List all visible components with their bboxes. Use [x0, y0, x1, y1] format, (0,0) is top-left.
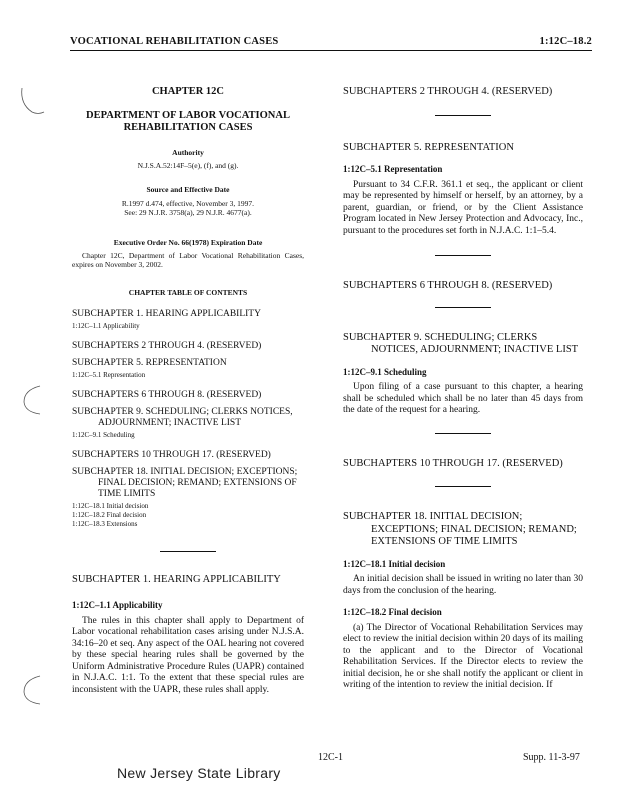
section-divider	[435, 307, 491, 308]
page-number: 12C-1	[318, 752, 343, 763]
toc-subchapter: SUBCHAPTERS 10 THROUGH 17. (RESERVED)	[72, 449, 271, 460]
punch-hole-mark	[18, 382, 48, 418]
section-divider	[435, 433, 491, 434]
source-label: Source and Effective Date	[146, 185, 230, 194]
subchapter-heading: SUBCHAPTERS 10 THROUGH 17. (RESERVED)	[343, 457, 563, 469]
header-title: VOCATIONAL REHABILITATION CASES	[70, 36, 279, 47]
exec-order-label: Executive Order No. 66(1978) Expiration Date	[113, 237, 263, 247]
running-header	[70, 36, 592, 51]
header-section-number: 1:12C–18.2	[539, 36, 592, 47]
toc-section: 1:12C–1.1 Applicability	[72, 321, 140, 330]
toc-section: 1:12C–5.1 Representation	[72, 370, 146, 379]
subchapter-heading: SUBCHAPTERS 2 THROUGH 4. (RESERVED)	[343, 86, 553, 97]
section-heading: 1:12C–5.1 Representation	[343, 164, 443, 174]
subchapter-heading: SUBCHAPTER 1. HEARING APPLICABILITY	[72, 573, 281, 585]
section-body: (a) The Director of Vocational Rehabilitation Services may elect to review the initial decision within 20 days of its mailing to the applicant and to the Director of Vocational Rehabilitation Services. If the Director elects to review the initial decision, he or she shall notify the applicant or client in writing of the intention to review the initial decision. If	[343, 622, 583, 690]
section-body: Upon filing of a case pursuant to this chapter, a hearing shall be scheduled which shall be no later than 45 days from the date of the request for a hearing.	[343, 382, 583, 415]
punch-hole-mark	[18, 672, 48, 708]
subchapter-heading: SUBCHAPTERS 6 THROUGH 8. (RESERVED)	[343, 280, 553, 291]
section-divider	[435, 115, 491, 116]
table-of-contents	[72, 309, 304, 529]
library-stamp: New Jersey State Library	[117, 765, 281, 781]
toc-subchapter: SUBCHAPTERS 2 THROUGH 4. (RESERVED)	[72, 340, 262, 351]
toc-subchapter: SUBCHAPTER 1. HEARING APPLICABILITY	[72, 308, 261, 319]
section-divider	[435, 255, 491, 256]
toc-title: CHAPTER TABLE OF CONTENTS	[128, 288, 248, 297]
chapter-title: CHAPTER 12C	[151, 86, 225, 97]
section-divider	[435, 486, 491, 487]
section-body: An initial decision shall be issued in writing no later than 30 days from the conclusion of the hearing.	[343, 574, 583, 596]
section-heading: 1:12C–18.2 Final decision	[343, 607, 442, 617]
toc-subchapter: SUBCHAPTER 5. REPRESENTATION	[72, 357, 227, 368]
section-divider	[160, 551, 216, 552]
department-title: DEPARTMENT OF LABOR VOCATIONAL REHABILITATION CASES	[86, 109, 290, 133]
section-heading: 1:12C–9.1 Scheduling	[343, 366, 427, 377]
section-body: The rules in this chapter shall apply to Department of Labor vocational rehabilitation cases arising under N.J.S.A. 34:16–20 et seq. Any aspect of the OAL hearing not covered by these special hearing rules shall be governed by the Uniform Administrative Procedure Rules (UAPR) contained in N.J.A.C. 1:1. To the extent that these special rules are inconsistent with the UAPR, these rules shall apply.	[72, 615, 304, 695]
left-column	[72, 86, 304, 696]
exec-order-text: Chapter 12C, Department of Labor Vocational Rehabilitation Cases, expires on November 3, 2002.	[72, 251, 304, 269]
toc-subchapter: SUBCHAPTER 9. SCHEDULING; CLERKS NOTICES, ADJOURNMENT; INACTIVE LIST	[72, 406, 293, 428]
subchapter-heading: SUBCHAPTER 5. REPRESENTATION	[343, 141, 514, 153]
subchapter-heading: SUBCHAPTER 18. INITIAL DECISION; EXCEPTIONS; FINAL DECISION; REMAND; EXTENSIONS OF TIME LIMITS	[343, 511, 577, 547]
section-body: Pursuant to 34 C.F.R. 361.1 et seq., the applicant or client may be represented by himself or herself, by an attorney, by a parent, guardian, or friend, or by the Client Assistance Program located in New Jersey Protection and Advocacy, Inc., pursuant to the procedures set forth in N.J.A.C. 1:1–5.4.	[343, 179, 583, 236]
toc-subchapter: SUBCHAPTERS 6 THROUGH 8. (RESERVED)	[72, 389, 262, 400]
authority-label: Authority	[172, 147, 204, 157]
source-line-1: R.1997 d.474, effective, November 3, 1997.	[121, 198, 255, 208]
toc-subchapter: SUBCHAPTER 18. INITIAL DECISION; EXCEPTIONS; FINAL DECISION; REMAND; EXTENSIONS OF TIME LIMITS	[72, 466, 298, 499]
toc-section: 1:12C–18.1 Initial decision	[72, 501, 149, 510]
supplement-date: Supp. 11-3-97	[523, 752, 580, 763]
section-heading: 1:12C–1.1 Applicability	[72, 600, 163, 610]
section-heading: 1:12C–18.1 Initial decision	[343, 558, 446, 569]
authority-text: N.J.S.A.52:14F–5(e), (f), and (g).	[137, 161, 239, 170]
punch-hole-mark	[18, 82, 48, 118]
source-line-2: See: 29 N.J.R. 3758(a), 29 N.J.R. 4677(a).	[124, 207, 252, 217]
right-column	[343, 86, 583, 692]
toc-section: 1:12C–9.1 Scheduling	[72, 430, 135, 439]
subchapter-heading: SUBCHAPTER 9. SCHEDULING; CLERKS NOTICES, ADJOURNMENT; INACTIVE LIST	[343, 331, 579, 355]
toc-section: 1:12C–18.2 Final decision	[72, 510, 147, 519]
toc-section: 1:12C–18.3 Extensions	[72, 519, 138, 528]
